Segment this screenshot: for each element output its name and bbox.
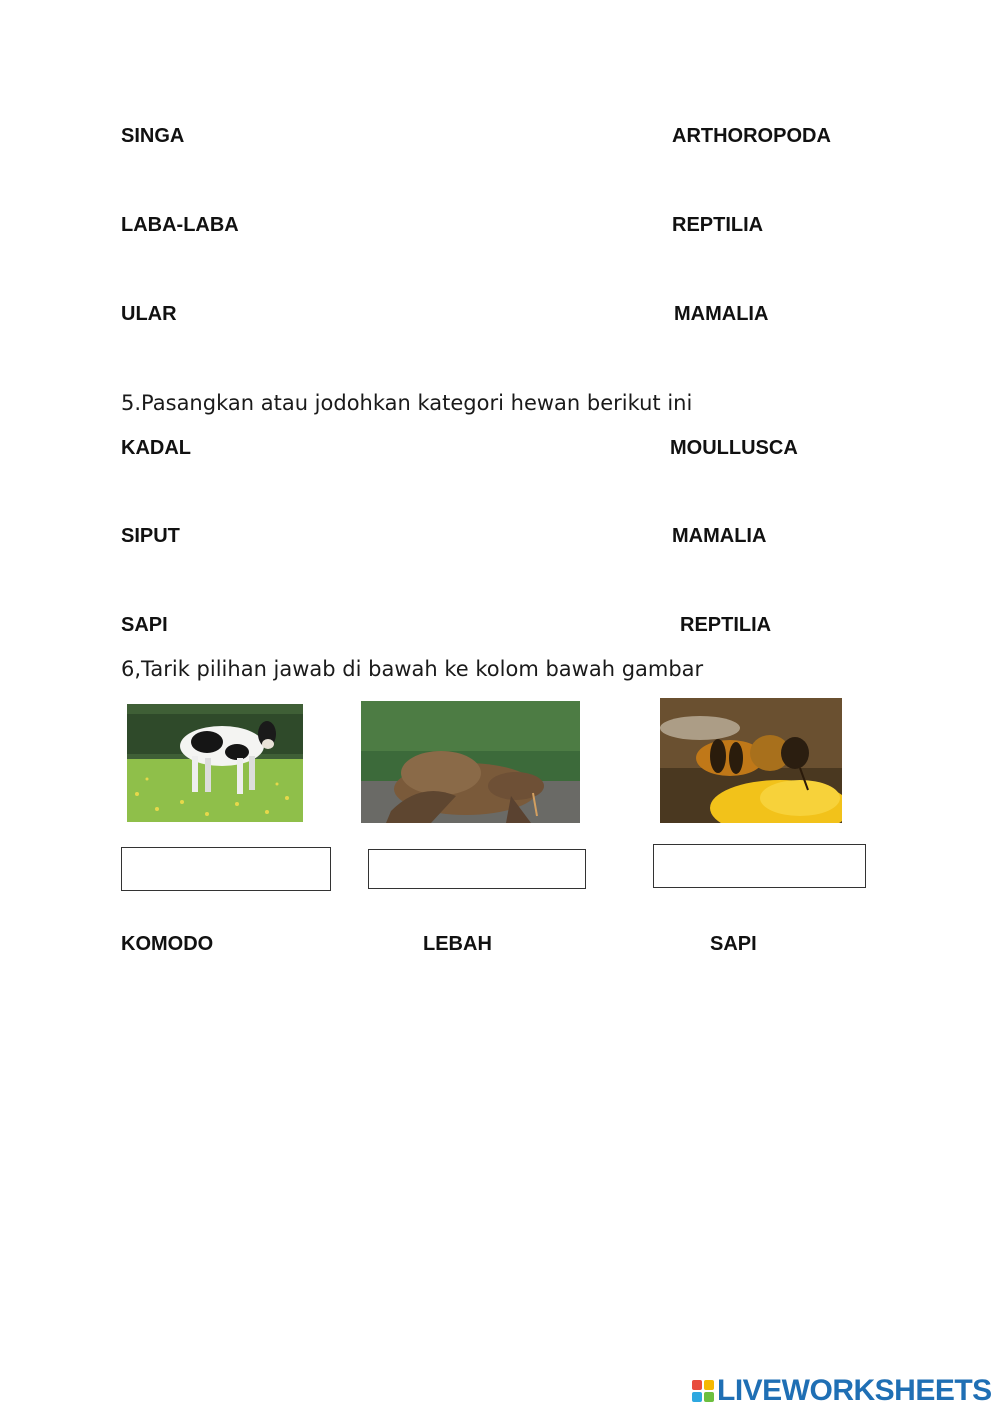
right-item-reptilia: REPTILIA xyxy=(672,214,764,236)
q5-left-kadal: KADAL xyxy=(121,437,191,459)
choice-komodo[interactable]: KOMODO xyxy=(121,933,214,955)
q5-right-mamalia: MAMALIA xyxy=(672,525,767,547)
right-item-mamalia: MAMALIA xyxy=(674,303,769,325)
question-6-prompt: 6,Tarik pilihan jawab di bawah ke kolom bawah gambar xyxy=(121,657,704,681)
q5-right-moullusca: MOULLUSCA xyxy=(670,437,798,459)
answer-box-bee[interactable] xyxy=(653,844,866,888)
left-item-ular: ULAR xyxy=(121,303,177,325)
left-item-laba-laba: LABA-LABA xyxy=(121,214,239,236)
cow-photo xyxy=(127,704,303,822)
answer-box-cow[interactable] xyxy=(121,847,331,891)
liveworksheets-icon xyxy=(692,1380,714,1402)
q5-left-sapi: SAPI xyxy=(121,614,168,636)
liveworksheets-logo[interactable] xyxy=(692,1374,992,1408)
choice-sapi[interactable]: SAPI xyxy=(710,933,757,955)
choice-lebah[interactable]: LEBAH xyxy=(423,933,492,955)
q5-left-siput: SIPUT xyxy=(121,525,180,547)
left-item-singa: SINGA xyxy=(121,125,185,147)
answer-box-komodo[interactable] xyxy=(368,849,586,889)
question-5-prompt: 5.Pasangkan atau jodohkan kategori hewan berikut ini xyxy=(121,391,693,415)
bee-photo xyxy=(660,698,842,823)
right-item-arthoropoda: ARTHOROPODA xyxy=(672,125,831,147)
brand-name: LIVEWORKSHEETS xyxy=(717,1374,992,1407)
q5-right-reptilia: REPTILIA xyxy=(680,614,772,636)
komodo-photo xyxy=(361,701,580,823)
